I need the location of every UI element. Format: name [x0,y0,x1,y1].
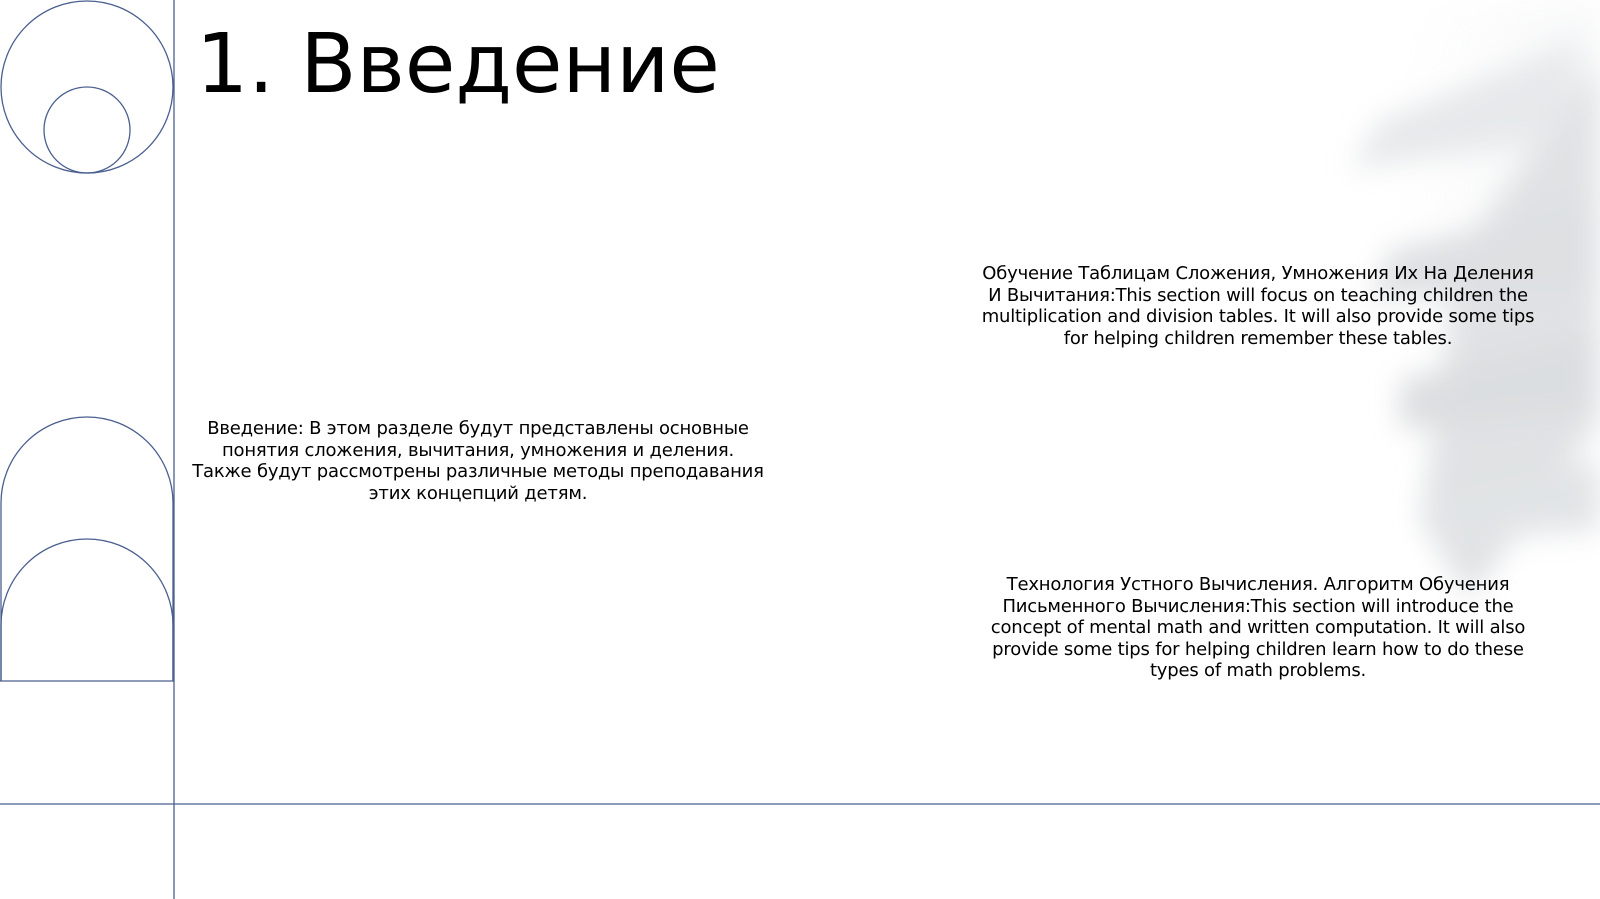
circle-ornament [1,1,173,173]
intro-paragraph: Введение: В этом разделе будут представлены основные понятия сложения, вычитания, умножения и деления. Также будут рассмотрены различные методы преподавания этих концепций детям. [192,418,764,504]
mental-math-paragraph: Технология Устного Вычисления. Алгоритм Обучения Письменного Вычисления:This section will introduce the concept of mental math and written computation. It will also provide some tips for helping children learn how to do these types of math problems. [990,574,1526,681]
slide-title: 1. Введение [196,17,720,112]
tables-paragraph: Обучение Таблицам Сложения, Умножения Их На Деления И Вычитания:This section will focus on teaching children the multiplication and division tables. It will also provide some tips for helping children remember these tables. [981,263,1535,349]
arch-ornament [1,417,173,681]
